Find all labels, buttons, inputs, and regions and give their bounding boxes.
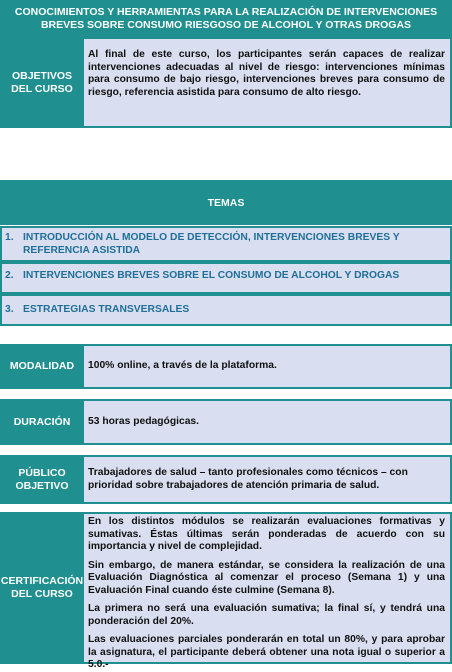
objetivos-text: Al final de este curso, los participantes serán capaces de realizar intervenciones adecuadas al nivel de riesgo: intervenciones mínimas para consumo de bajo riesgo, intervenciones breves para consumo de riesgo, referencia asistida para consumo de alto riesgo.	[84, 37, 452, 128]
certificacion-paragraph: Sin embargo, de manera estándar, se considera la realización de una Evaluación Diagnóstica al comenzar el proceso (Semana 1) y una Evaluación Final cuando éste culmine (Semana 8).	[88, 559, 445, 596]
modalidad-text: 100% online, a través de la plataforma.	[84, 344, 452, 389]
tema-number: 2.	[5, 270, 14, 281]
tema-number: 3.	[5, 304, 14, 315]
certificacion-paragraph: La primera no será una evaluación sumativa; la final sí, y tendrá una ponderación del 20%.	[88, 603, 445, 627]
certificacion-label: CERTIFICACIÓN DEL CURSO	[0, 512, 84, 664]
tema-item-3	[0, 294, 452, 326]
tema-text: INTERVENCIONES BREVES SOBRE EL CONSUMO DE ALCOHOL Y DROGAS	[23, 270, 400, 281]
tema-text: ESTRATEGIAS TRANSVERSALES	[23, 304, 190, 315]
tema-item-2	[0, 262, 452, 294]
publico-label: PÚBLICO OBJETIVO	[0, 455, 84, 504]
publico-text: Trabajadores de salud – tanto profesionales como técnicos – con prioridad sobre trabajadores de atención primaria de salud.	[84, 455, 452, 504]
temas-header: TEMAS	[0, 180, 452, 225]
certificacion-text	[84, 512, 452, 670]
objetivos-label: OBJETIVOS DEL CURSO	[0, 37, 84, 128]
duracion-label: DURACIÓN	[0, 399, 84, 445]
tema-text: INTRODUCCIÓN AL MODELO DE DETECCIÓN, INTERVENCIONES BREVES Y REFERENCIA ASISTIDA	[23, 232, 400, 256]
certificacion-paragraph: Las evaluaciones parciales ponderarán en total un 80%, y para aprobar la asignatura, el participante deberá obtener una nota igual o superior a 5.0.-	[88, 634, 445, 670]
modalidad-label: MODALIDAD	[0, 344, 84, 389]
course-title: CONOCIMIENTOS Y HERRAMIENTAS PARA LA REALIZACIÓN DE INTERVENCIONES BREVES SOBRE CONSUMO RIESGOSO DE ALCOHOL Y OTRAS DROGAS	[0, 0, 452, 37]
certificacion-paragraph: En los distintos módulos se realizarán evaluaciones formativas y sumativas. Éstas últimas serán ponderadas de acuerdo con su importancia y nivel de complejidad.	[88, 516, 445, 552]
duracion-text: 53 horas pedagógicas.	[84, 399, 452, 445]
tema-number: 1.	[5, 232, 14, 243]
tema-item-1	[0, 226, 452, 262]
